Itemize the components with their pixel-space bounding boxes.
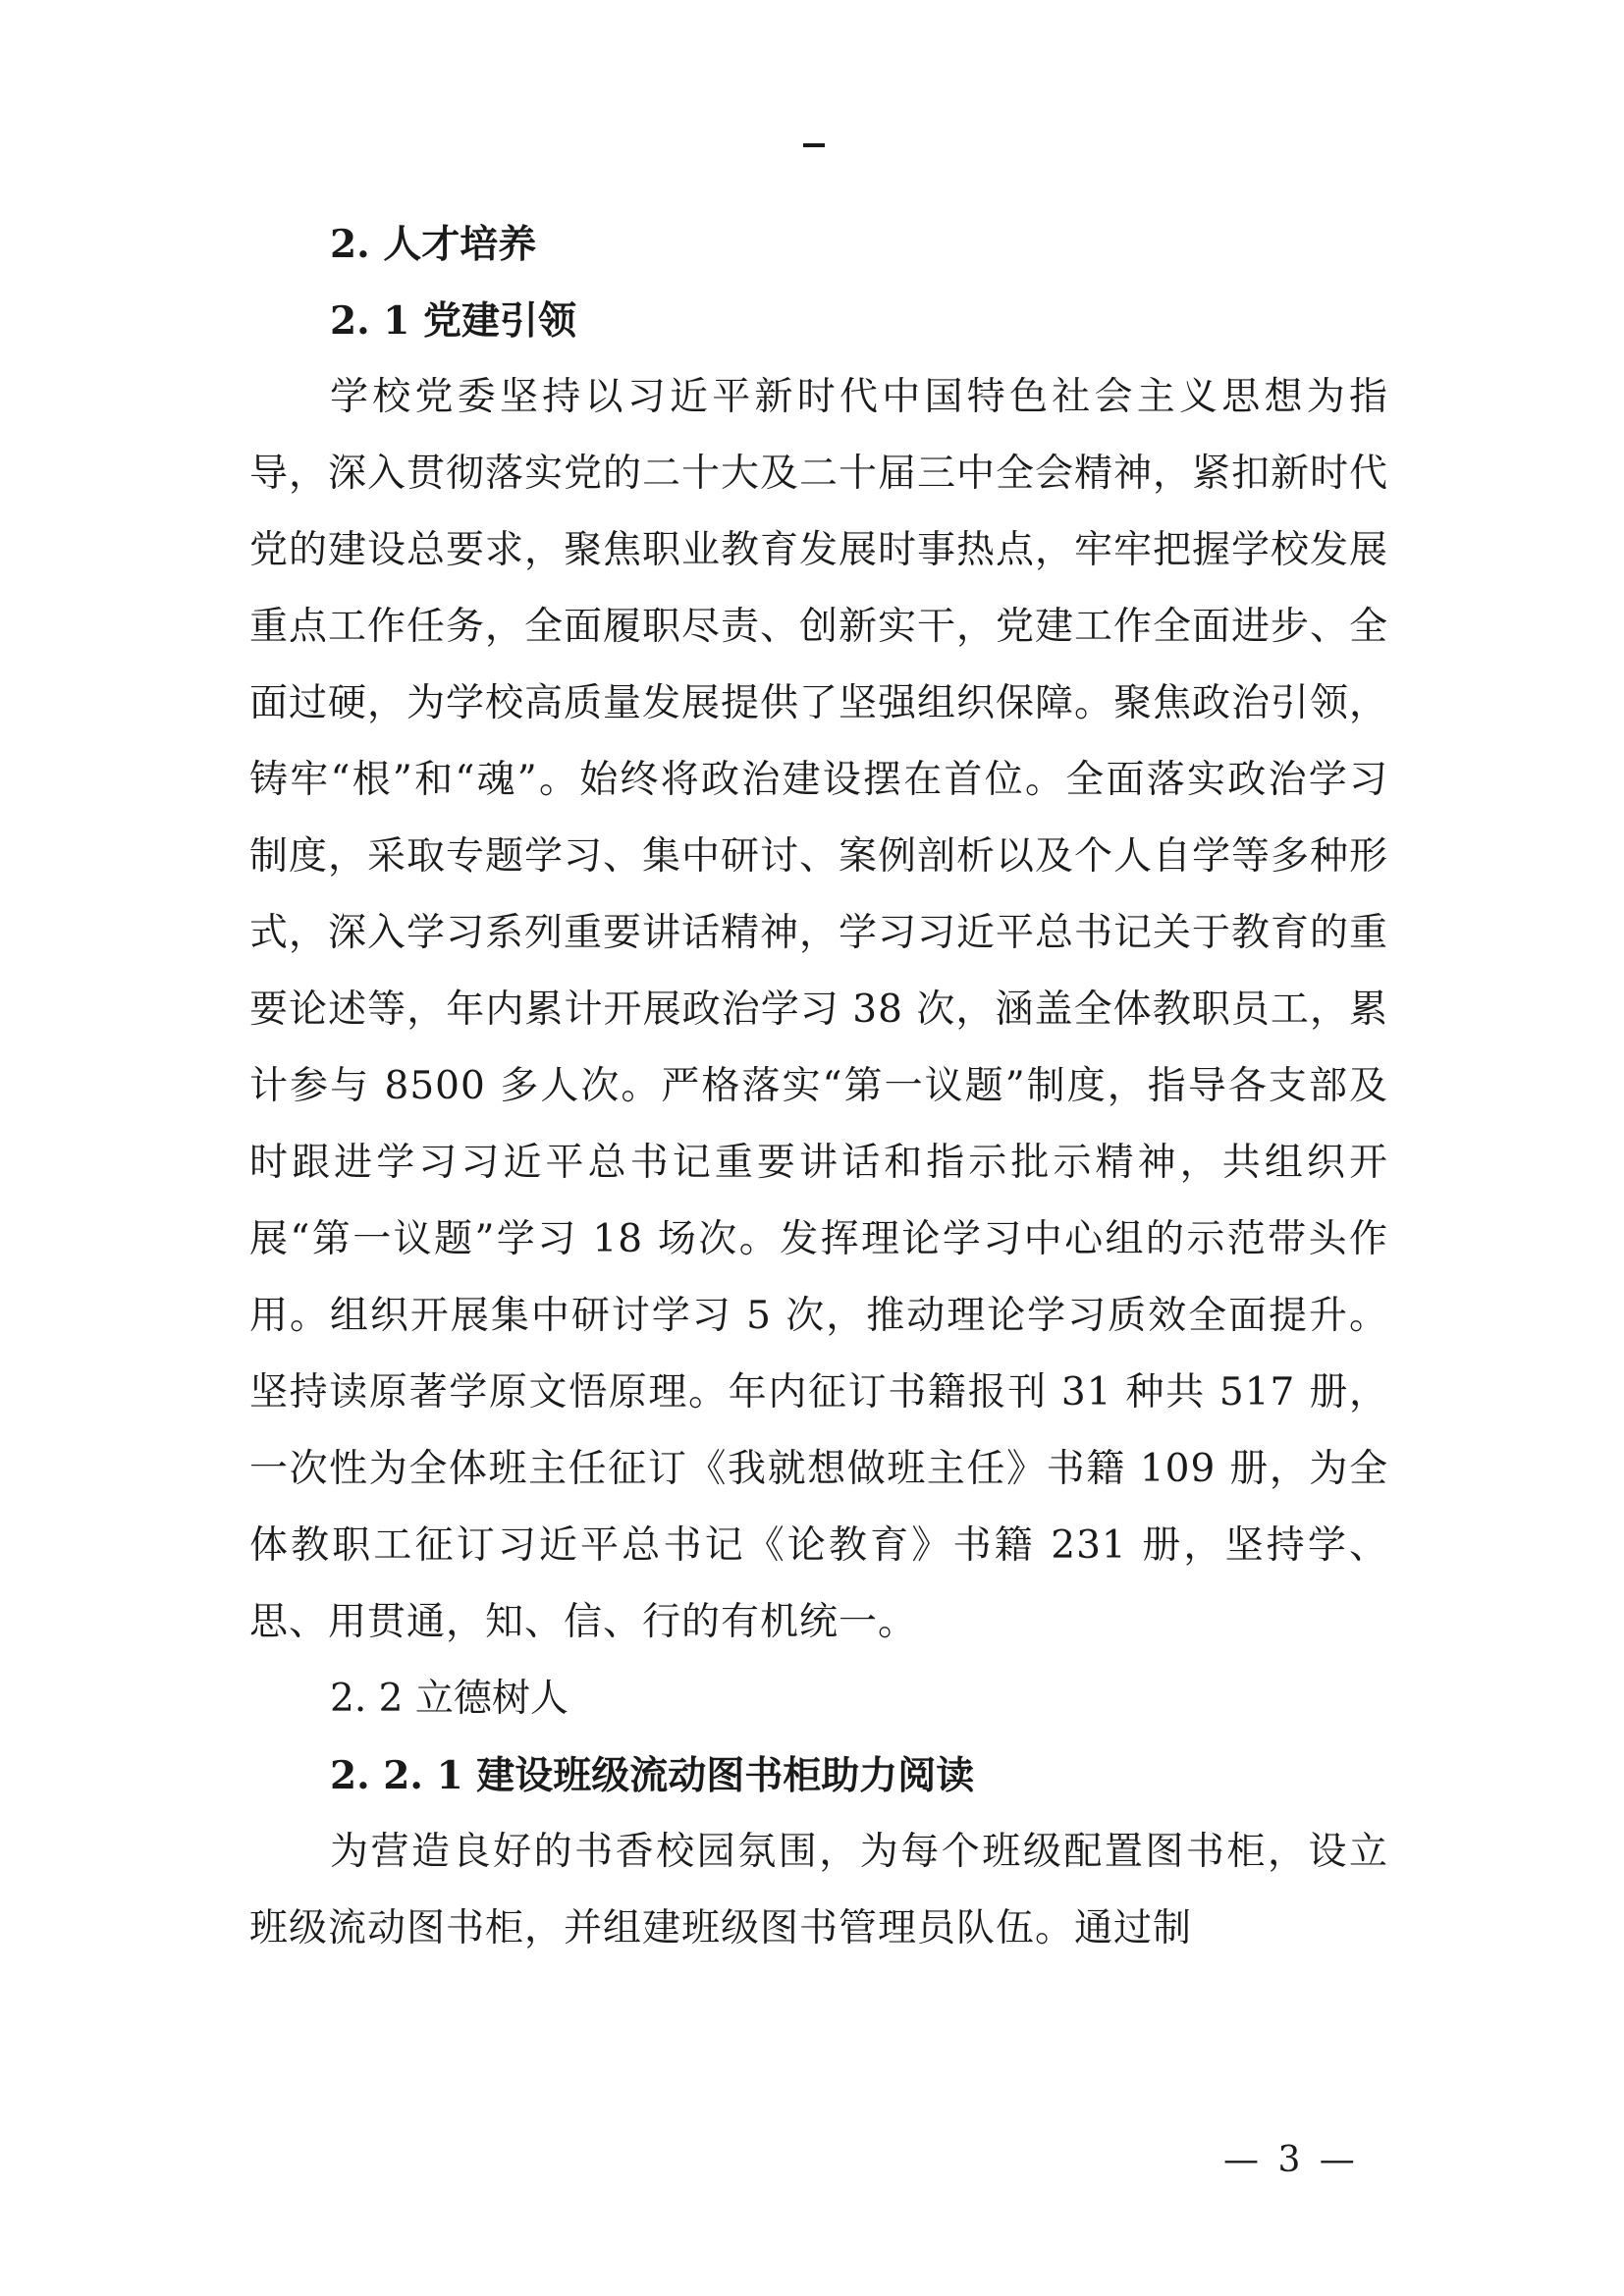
paragraph-reading: 为营造良好的书香校园氛围，为每个班级配置图书柜，设立班级流动图书柜，并组建班级图书管理员队伍。通过制 <box>249 1830 1388 1950</box>
paragraph-party-building: 学校党委坚持以习近平新时代中国特色社会主义思想为指导，深入贯彻落实党的二十大及二十届三中全会精神，紧扣新时代党的建设总要求，聚焦职业教育发展时事热点，牢牢把握学校发展重点工作任务，全面履职尽责、创新实干，党建工作全面进步、全面过硬，为学校高质量发展提供了坚强组织保障。聚焦政治引领，铸牢“根”和“魂”。始终将政治建设摆在首位。全面落实政治学习制度，采取专题学习、集中研讨、案例剖析以及个人自学等多种形式，深入学习系列重要讲话精神，学习习近平总书记关于教育的重要论述等，年内累计开展政治学习 38 次，涵盖全体教职员工，累计参与 8500 多人次。严格落实“第一议题”制度，指导各支部及时跟进学习习近平总书记重要讲话和指示批示精神，共组织开展“第一议题”学习 18 场次。发挥理论学习中心组的示范带头作用。组织开展集中研讨学习 5 次，推动理论学习质效全面提升。坚持读原著学原文悟原理。年内征订书籍报刊 31 种共 517 册，一次性为全体班主任征订《我就想做班主任》书籍 109 册，为全体教职工征订习近平总书记《论教育》书籍 231 册，坚持学、思、用贯通，知、信、行的有机统一。 <box>249 375 1389 1644</box>
header-mark <box>803 143 825 147</box>
document-body <box>249 206 1388 1967</box>
section-heading-2-2-1: 2. 2. 1 建设班级流动图书柜助力阅读 <box>330 1753 975 1798</box>
page-number: — 3 — <box>1223 2140 1359 2180</box>
section-heading-2-2: 2. 2 立德树人 <box>330 1677 568 1721</box>
section-heading-2: 2. 人才培养 <box>330 222 537 267</box>
section-heading-2-1: 2. 1 党建引领 <box>330 298 577 344</box>
